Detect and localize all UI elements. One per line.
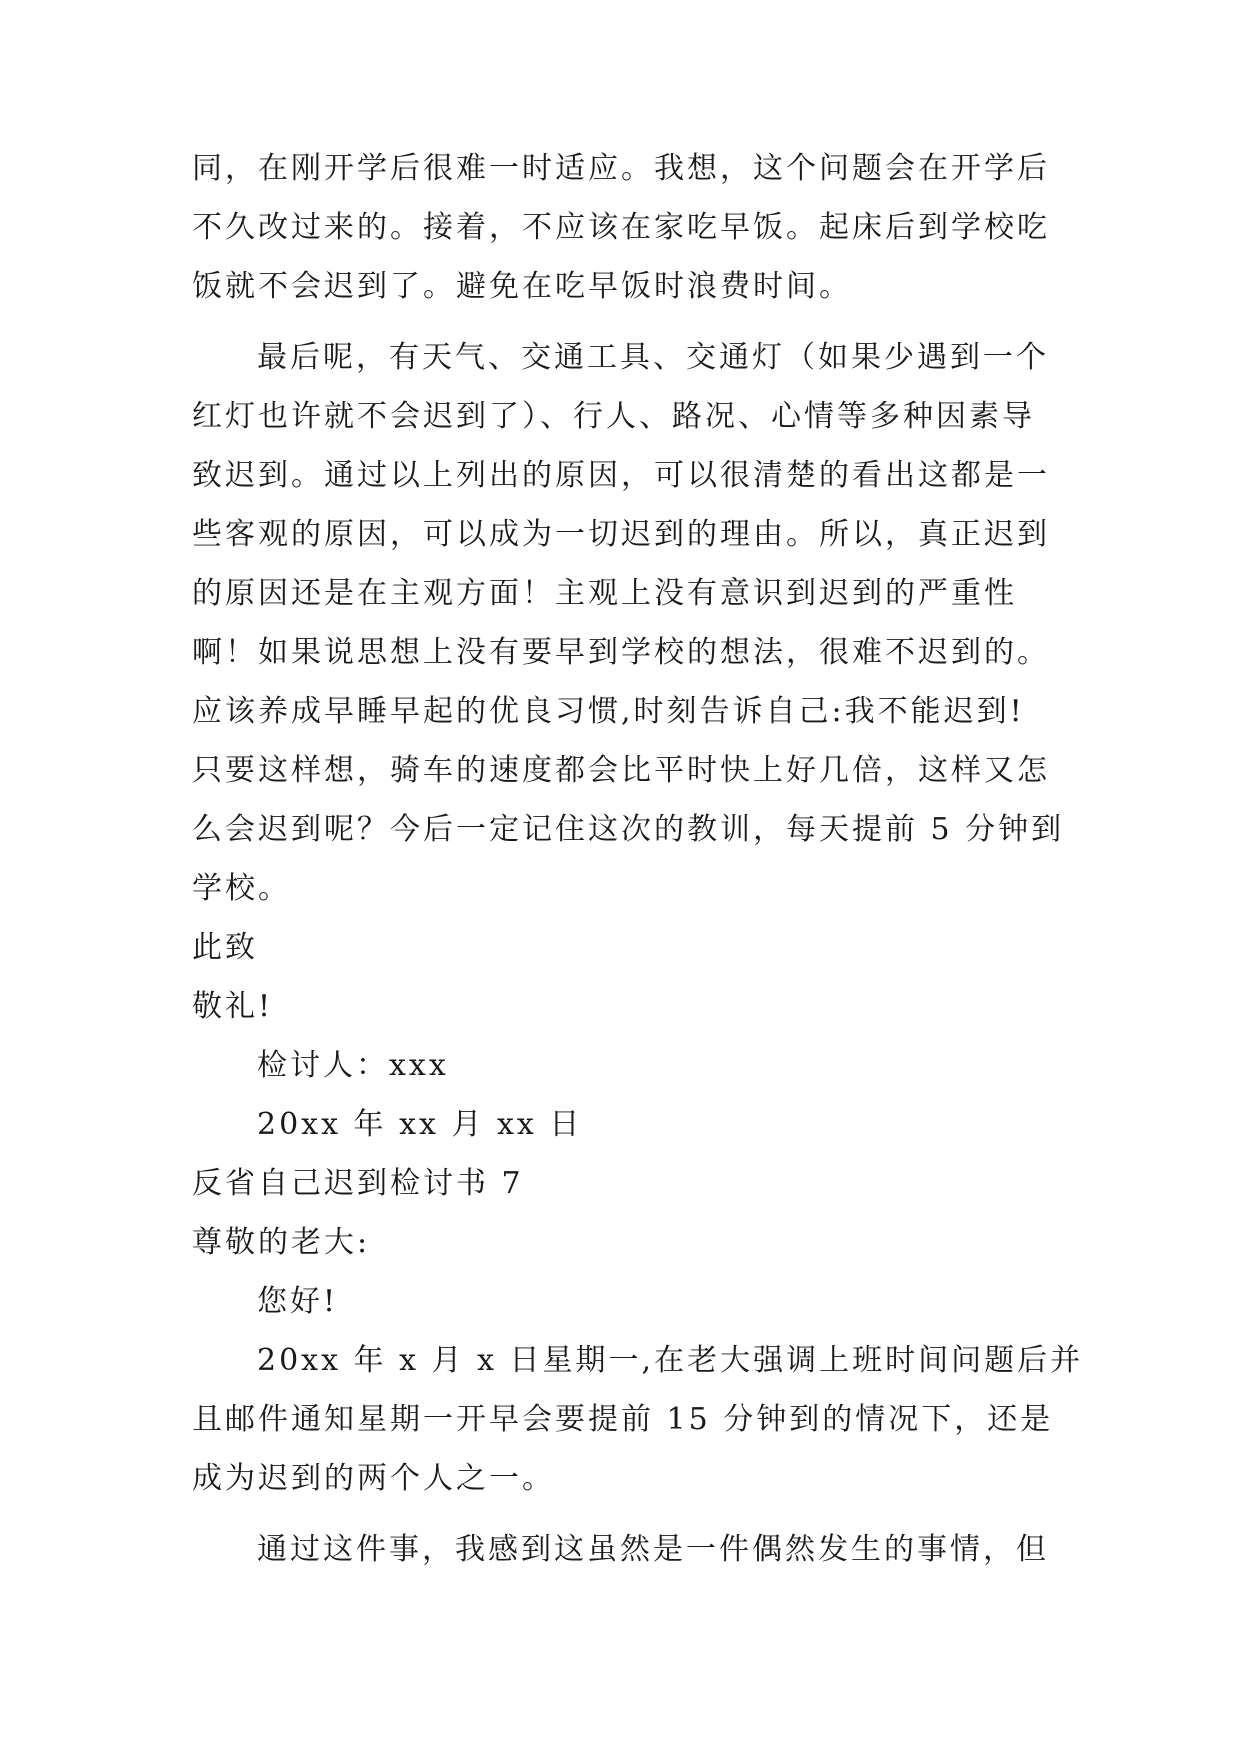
paragraph-line: 只要这样想，骑车的速度都会比平时快上好几倍，这样又怎	[192, 753, 1050, 788]
paragraph-line: 红灯也许就不会迟到了）、行人、路况、心情等多种因素导	[192, 399, 1035, 434]
paragraph-line: 么会迟到呢？今后一定记住这次的教训，每天提前 5 分钟到	[192, 812, 1065, 847]
paragraph-line: 成为迟到的两个人之一。	[192, 1461, 555, 1496]
paragraph-line: 的原因还是在主观方面！主观上没有意识到迟到的严重性	[192, 576, 1017, 611]
greeting-line: 您好!	[257, 1284, 339, 1319]
paragraph-line: 些客观的原因，可以成为一切迟到的理由。所以，真正迟到	[192, 517, 1050, 552]
closing-line: 此致	[192, 930, 258, 965]
paragraph-line: 最后呢，有天气、交通工具、交通灯（如果少遇到一个	[257, 340, 1049, 375]
date-line: 20xx 年 xx 月 xx 日	[257, 1107, 583, 1142]
signature-line: 检讨人：xxx	[257, 1048, 449, 1083]
paragraph-line: 学校。	[192, 871, 291, 906]
paragraph-line: 且邮件通知星期一开早会要提前 15 分钟到的情况下，还是	[192, 1402, 1054, 1437]
paragraph-line: 通过这件事，我感到这虽然是一件偶然发生的事情，但	[257, 1532, 1049, 1567]
paragraph-line: 啊！如果说思想上没有要早到学校的想法，很难不迟到的。	[192, 635, 1050, 670]
paragraph-line: 致迟到。通过以上列出的原因，可以很清楚的看出这都是一	[192, 458, 1050, 493]
paragraph-line: 应该养成早睡早起的优良习惯,时刻告诉自己:我不能迟到!	[192, 694, 1025, 729]
paragraph-line: 同，在刚开学后很难一时适应。我想，这个问题会在开学后	[192, 151, 1050, 186]
closing-salutation: 敬礼!	[192, 989, 274, 1024]
paragraph-line: 不久改过来的。接着，不应该在家吃早饭。起床后到学校吃	[192, 210, 1050, 245]
paragraph-line: 饭就不会迟到了。避免在吃早饭时浪费时间。	[192, 269, 852, 304]
section-title: 反省自己迟到检讨书 7	[192, 1166, 524, 1201]
paragraph-line: 20xx 年 x 月 x 日星期一,在老大强调上班时间问题后并	[257, 1343, 1084, 1378]
greeting-line: 尊敬的老大:	[192, 1225, 371, 1260]
